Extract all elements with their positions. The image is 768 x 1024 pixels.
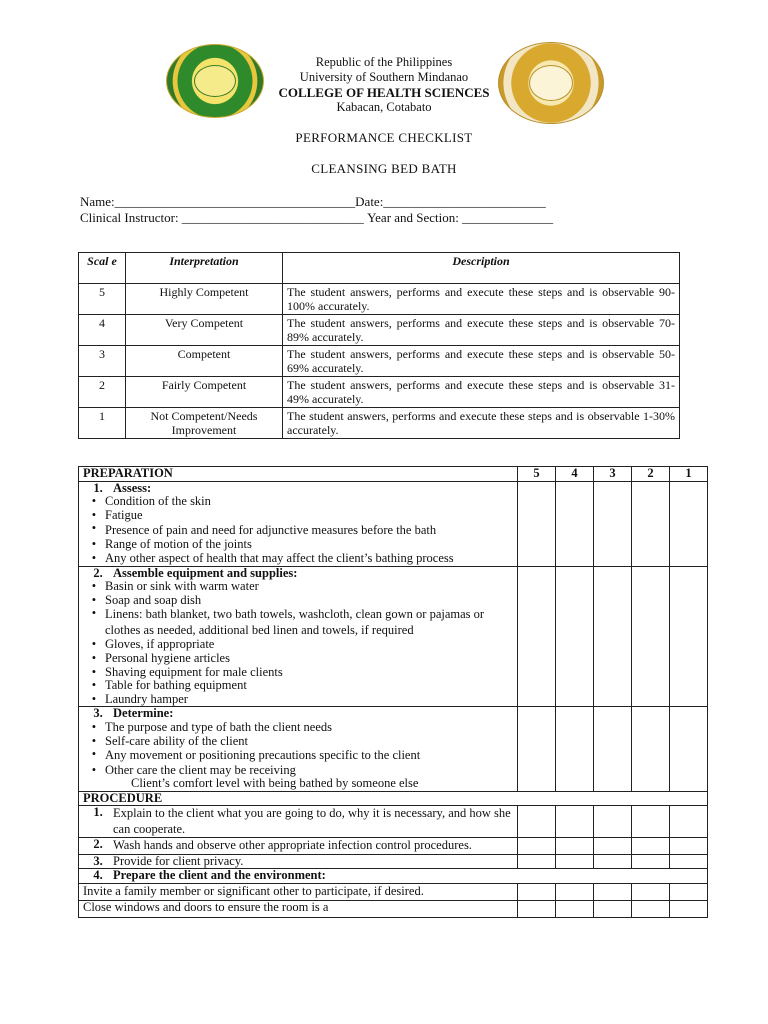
list-item: • Basin or sink with warm water — [91, 579, 259, 594]
table-row: 2. Wash hands and observe other appropriate infection control procedures. — [79, 838, 708, 855]
scale-description: The student answers, performs and execute these steps and is observable 1-30% accurately. — [283, 408, 680, 439]
step4-title: Prepare the client and the environment: — [113, 868, 326, 883]
interpretation-header: Interpretation — [126, 253, 283, 284]
step-text: Wash hands and observe other appropriate infection control procedures. — [113, 838, 472, 853]
list-item: • Soap and soap dish — [91, 592, 202, 607]
score-box[interactable] — [670, 707, 708, 791]
list-item: • Personal hygiene articles — [91, 650, 230, 665]
scale-value: 2 — [79, 377, 126, 408]
scale-value: 4 — [79, 315, 126, 346]
step-text: Provide for client privacy. — [113, 853, 244, 868]
table-row: 3. Provide for client privacy. — [79, 854, 708, 869]
preparation-header: PREPARATION — [79, 467, 518, 482]
list-item: • Self-care ability of the client — [91, 733, 248, 748]
scale-interpretation: Highly Competent — [126, 284, 283, 315]
page-title: PERFORMANCE CHECKLIST — [295, 130, 473, 145]
score-box[interactable] — [632, 566, 670, 707]
scale-value: 1 — [79, 408, 126, 439]
scale-row — [79, 377, 680, 408]
score-box[interactable] — [632, 884, 670, 901]
score-box[interactable] — [632, 707, 670, 791]
scale-description: The student answers, performs and execute these steps and is observable 31-49% accurately. — [283, 377, 680, 408]
score-box[interactable] — [556, 566, 594, 707]
score-col-4: 4 — [556, 467, 594, 482]
list-item: • Shaving equipment for male clients — [91, 664, 283, 679]
header-college: COLLEGE OF HEALTH SCIENCES — [278, 85, 490, 100]
assemble-title: Assemble equipment and supplies: — [113, 565, 298, 580]
score-col-3: 3 — [594, 467, 632, 482]
instructor-field[interactable] — [80, 210, 553, 226]
score-box[interactable] — [670, 900, 708, 917]
table-row: 1. Explain to the client what you are going to do, why it is necessary, and how she can cooperate. — [79, 806, 708, 838]
scale-interpretation: Competent — [126, 346, 283, 377]
assemble-row — [79, 566, 708, 707]
score-box[interactable] — [556, 900, 594, 917]
substep-text: Close windows and doors to ensure the room is a — [79, 900, 518, 917]
score-col-2: 2 — [632, 467, 670, 482]
scale-row — [79, 346, 680, 377]
score-box[interactable] — [632, 900, 670, 917]
list-item: • Laundry hamper — [91, 691, 188, 706]
list-item: • Fatigue — [91, 507, 143, 522]
scale-description: The student answers, performs and execute these steps and is observable 70-89% accurately. — [283, 315, 680, 346]
list-item: Client’s comfort level with being bathed by someone else — [131, 776, 419, 791]
list-item: • Other care the client may be receiving — [91, 762, 296, 777]
list-item: • Linens: bath blanket, two bath towels, washcloth, clean gown or pajamas or clothes as needed, additional bed linen and towels, if required — [91, 606, 485, 637]
scale-description: The student answers, performs and execute these steps and is observable 50-69% accurately. — [283, 346, 680, 377]
step-text: Explain to the client what you are going to do, why it is necessary, and how she can cooperate. — [113, 806, 511, 836]
scale-interpretation: Fairly Competent — [126, 377, 283, 408]
scale-value: 5 — [79, 284, 126, 315]
assemble-number: 2. — [93, 565, 103, 580]
table-row — [79, 900, 708, 917]
score-box[interactable] — [594, 481, 632, 566]
score-box[interactable] — [594, 707, 632, 791]
description-header: Description — [283, 253, 680, 284]
score-box[interactable] — [594, 806, 632, 838]
table-row — [79, 884, 708, 901]
score-box[interactable] — [594, 566, 632, 707]
page-subtitle: CLEANSING BED BATH — [311, 161, 457, 176]
score-box[interactable] — [670, 854, 708, 869]
substep-text: Invite a family member or significant other to participate, if desired. — [79, 884, 518, 901]
header-location: Kabacan, Cotabato — [336, 100, 432, 114]
scale-row — [79, 284, 680, 315]
instructor-label: Clinical Instructor: ____________________________ — [80, 210, 364, 225]
name-label: Name:_____________________________________ — [80, 194, 356, 209]
scale-value: 3 — [79, 346, 126, 377]
list-item: • Any other aspect of health that may affect the client’s bathing process — [91, 550, 454, 565]
list-item: • Range of motion of the joints — [91, 537, 252, 552]
score-box[interactable] — [670, 838, 708, 855]
score-box[interactable] — [556, 481, 594, 566]
score-box[interactable] — [670, 806, 708, 838]
determine-title: Determine: — [113, 706, 174, 721]
score-col-5: 5 — [518, 467, 556, 482]
score-box[interactable] — [518, 481, 556, 566]
scale-description: The student answers, performs and execute these steps and is observable 90-100% accurately. — [283, 284, 680, 315]
score-box[interactable] — [670, 566, 708, 707]
score-box[interactable] — [594, 884, 632, 901]
list-item: • Presence of pain and need for adjunctive measures before the bath — [91, 521, 437, 538]
list-item: • The purpose and type of bath the client needs — [91, 719, 333, 734]
score-box[interactable] — [556, 838, 594, 855]
score-box[interactable] — [556, 854, 594, 869]
score-box[interactable] — [670, 884, 708, 901]
score-box[interactable] — [594, 838, 632, 855]
scale-table — [78, 252, 680, 439]
score-box[interactable] — [518, 884, 556, 901]
score-col-1: 1 — [670, 467, 708, 482]
assess-title: Assess: — [113, 480, 152, 495]
scale-interpretation: Not Competent/Needs Improvement — [126, 408, 283, 439]
score-box[interactable] — [518, 566, 556, 707]
scale-row — [79, 315, 680, 346]
determine-number: 3. — [93, 706, 103, 721]
score-box[interactable] — [518, 707, 556, 791]
header-university: University of Southern Mindanao — [299, 70, 469, 84]
scale-header: Scal e — [79, 253, 126, 284]
score-box[interactable] — [518, 854, 556, 869]
score-box[interactable] — [556, 806, 594, 838]
score-box[interactable] — [556, 884, 594, 901]
list-item: • Gloves, if appropriate — [91, 637, 215, 652]
header-republic: Republic of the Philippines — [315, 55, 453, 69]
assess-number: 1. — [93, 480, 103, 495]
scale-row — [79, 408, 680, 439]
score-box[interactable] — [518, 838, 556, 855]
score-box[interactable] — [632, 481, 670, 566]
list-item: • Table for bathing equipment — [91, 678, 247, 693]
list-item: • Condition of the skin — [91, 494, 211, 509]
score-box[interactable] — [518, 900, 556, 917]
score-box[interactable] — [632, 806, 670, 838]
procedure-header: PROCEDURE — [79, 791, 708, 806]
score-box[interactable] — [594, 854, 632, 869]
score-box[interactable] — [518, 806, 556, 838]
score-box[interactable] — [632, 838, 670, 855]
score-box[interactable] — [632, 854, 670, 869]
scale-interpretation: Very Competent — [126, 315, 283, 346]
date-label: Date:_________________________ — [355, 194, 546, 209]
assess-row — [79, 481, 708, 566]
determine-row — [79, 707, 708, 791]
list-item: • Any movement or positioning precautions specific to the client — [91, 747, 421, 763]
checklist-table: PREPARATION 5 4 3 2 1 1. Assess: • Condition of the skin • Fatigue • Presence of pain and need for adjunctive measures before the bath • Range of motion of the joints • Any other aspect of health that may affect the client’s bathing process 2. Assemble equipment and supplies: • Basin or sink with warm water • Soap and soap dish • Linens: bath blanket, two bath towels, washcloth, clean gown or pajamas or clothes as needed, additional bed linen and towels, if required • Gloves, if appropriate • Personal hygiene articles • Shaving equipment for male clients • Table for bathing equipment • Laundry hamper 3. Determine: • The purpose and type of bath the client needs • Self-care ability of the client • Any movement or positioning precautions specific to the client • Other care the client may be receiving Client’s comfort level with being bathed by someone else PROCEDURE 1. Explain to the client what you are going to do, why it is necessary, and how she can cooperate. 2. Wash hands and observe other appropriate infection control procedures. 3. Provide for client privacy. 4. Prepare the client and the environment: Invite a family member or significant other to participate, if desired. Close windows and doors to ensure the room is a — [78, 466, 708, 918]
score-box[interactable] — [594, 900, 632, 917]
score-box[interactable] — [556, 707, 594, 791]
year-section-label: Year and Section: ______________ — [367, 210, 554, 225]
name-field[interactable] — [80, 194, 546, 210]
score-box[interactable] — [670, 481, 708, 566]
